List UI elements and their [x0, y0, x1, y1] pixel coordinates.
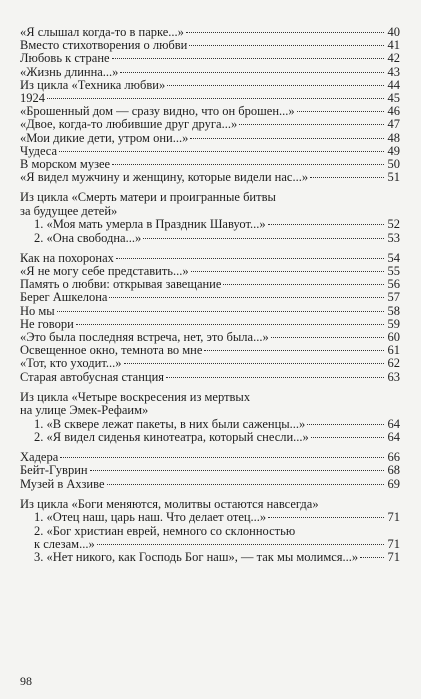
entry-page: 71 [387, 550, 400, 565]
leader-dots [271, 337, 384, 338]
leader-dots [311, 437, 384, 438]
entry-title: «Я слышал когда-то в парке...» [20, 25, 184, 39]
toc-entry [20, 118, 400, 131]
leader-dots [360, 557, 384, 558]
toc-cycle-1 [20, 191, 400, 245]
entry-page: 43 [387, 64, 400, 79]
toc-entry [20, 464, 400, 477]
leader-dots [76, 324, 384, 325]
leader-dots [190, 138, 384, 139]
entry-page: 68 [387, 463, 400, 478]
entry-page: 71 [387, 537, 400, 552]
leader-dots [120, 72, 384, 73]
leader-dots [143, 238, 384, 239]
entry-page: 63 [387, 369, 400, 384]
toc-subentry [20, 232, 400, 245]
entry-title: Музей в Ахзиве [20, 476, 105, 491]
leader-dots [307, 424, 384, 425]
entry-title: 1924 [20, 90, 45, 105]
leader-dots [59, 151, 384, 152]
toc-entry [20, 145, 400, 158]
leader-dots [239, 124, 384, 125]
toc-entry [20, 318, 400, 331]
leader-dots [191, 271, 384, 272]
entry-title: Любовь к стране [20, 51, 110, 66]
entry-title: «Двое, когда-то любившие друг друга...» [20, 117, 238, 132]
leader-dots [107, 484, 385, 485]
page-number: 98 [20, 674, 32, 688]
toc-subentry [20, 551, 400, 564]
entry-page: 46 [387, 104, 400, 119]
toc-subentry [20, 218, 400, 231]
entry-page: 57 [387, 290, 400, 305]
cycle-heading-continued: на улице Эмек-Рефаим» [20, 403, 149, 418]
entry-page: 40 [387, 25, 400, 39]
entry-page: 64 [387, 416, 400, 431]
toc-subentry [20, 431, 400, 444]
leader-dots [167, 85, 384, 86]
entry-page: 64 [387, 430, 400, 445]
entry-title-continued: к слезам...» [34, 537, 95, 552]
entry-title: Чудеса [20, 143, 58, 158]
toc-group-3 [20, 451, 400, 491]
toc-subentry [20, 511, 400, 524]
entry-title: Освещенное окно, темнота во мне [20, 343, 203, 358]
toc-entry [20, 52, 400, 65]
leader-dots [97, 544, 384, 545]
entry-title: Память о любви: открывая завещание [20, 277, 222, 292]
toc-entry [20, 66, 400, 79]
entry-title: Бейт-Гуврин [20, 463, 88, 478]
entry-page: 42 [387, 51, 400, 66]
entry-page: 51 [387, 170, 400, 185]
leader-dots [90, 470, 384, 471]
entry-title: 3. «Нет никого, как Господь Бог наш», — так мы молимся...» [34, 550, 359, 565]
entry-title: «Тот, кто уходит...» [20, 356, 122, 371]
leader-dots [60, 457, 384, 458]
leader-dots [204, 350, 384, 351]
toc-cycle-3 [20, 498, 400, 565]
entry-title: 2. «Она свободна...» [34, 230, 142, 245]
entry-title: Не говори [20, 316, 74, 331]
entry-title: Хадера [20, 450, 59, 465]
entry-page: 69 [387, 476, 400, 491]
entry-page: 48 [387, 130, 400, 145]
entry-title: «Я видел мужчину и женщину, которые видели нас...» [20, 170, 309, 185]
toc-entry [20, 291, 400, 304]
entry-page: 41 [387, 38, 400, 53]
entry-title: 1. «Моя мать умерла в Праздник Шавуот...» [34, 217, 266, 232]
entry-title: 1. «Отец наш, царь наш. Что делает отец...» [34, 510, 267, 525]
toc-entry [20, 305, 400, 318]
entry-title: Берег Ашкелона [20, 290, 108, 305]
leader-dots [186, 32, 384, 33]
entry-title: Старая автобусная станция [20, 369, 165, 384]
leader-dots [57, 311, 384, 312]
entry-title: «Мои дикие дети, утром они...» [20, 130, 189, 145]
entry-title: «Я не могу себе представить...» [20, 264, 189, 278]
entry-page: 61 [387, 343, 400, 358]
entry-page: 50 [387, 156, 400, 171]
entry-title: Но мы [20, 303, 55, 318]
entry-page: 49 [387, 143, 400, 158]
cycle-heading: Из цикла «Смерть матери и проигранные битвы [20, 190, 276, 205]
leader-dots [112, 58, 384, 59]
leader-dots [310, 177, 384, 178]
subentry-title-line: 2. «Бог христиан еврей, немного со склонностью [34, 523, 296, 538]
entry-page: 66 [387, 450, 400, 465]
cycle-heading-continued: за будущее детей» [20, 203, 118, 218]
leader-dots [109, 297, 384, 298]
leader-dots [223, 284, 384, 285]
entry-title: 2. «Я видел сиденья кинотеатра, который снесли...» [34, 430, 309, 445]
leader-dots [47, 98, 384, 99]
entry-title: Как на похоронах [20, 250, 114, 265]
leader-dots [166, 377, 384, 378]
entry-page: 47 [387, 117, 400, 132]
entry-page: 62 [387, 356, 400, 371]
entry-page: 55 [387, 264, 400, 278]
entry-page: 44 [387, 77, 400, 92]
leader-dots [124, 363, 385, 364]
entry-title: В морском музее [20, 156, 111, 171]
toc-entry [20, 79, 400, 92]
entry-page: 45 [387, 90, 400, 105]
leader-dots [268, 517, 384, 518]
entry-title: «Брошенный дом — сразу видно, что он брошен...» [20, 104, 295, 119]
entry-page: 71 [387, 510, 400, 525]
toc-group-1 [20, 26, 400, 184]
table-of-contents [20, 26, 400, 568]
toc-cycle-2 [20, 391, 400, 445]
entry-page: 53 [387, 230, 400, 245]
entry-page: 56 [387, 277, 400, 292]
entry-page: 58 [387, 303, 400, 318]
entry-page: 59 [387, 316, 400, 331]
entry-title: Из цикла «Техника любви» [20, 77, 166, 92]
toc-group-2 [20, 252, 400, 384]
leader-dots [297, 111, 384, 112]
toc-entry [20, 357, 400, 370]
toc-entry [20, 371, 400, 384]
entry-title: 1. «В сквере лежат пакеты, в них были саженцы...» [34, 416, 306, 431]
entry-title: «Это была последняя встреча, нет, это была...» [20, 329, 269, 344]
cycle-heading: Из цикла «Боги меняются, молитвы остаются навсегда» [20, 496, 319, 511]
toc-entry [20, 171, 400, 184]
toc-entry [20, 132, 400, 145]
cycle-heading: Из цикла «Четыре воскресения из мертвых [20, 389, 251, 404]
entry-title: Вместо стихотворения о любви [20, 38, 188, 53]
leader-dots [116, 258, 384, 259]
entry-page: 60 [387, 329, 400, 344]
leader-dots [268, 224, 384, 225]
entry-title: «Жизнь длинна...» [20, 64, 119, 79]
toc-entry [20, 478, 400, 491]
entry-page: 54 [387, 250, 400, 265]
leader-dots [112, 164, 384, 165]
entry-page: 52 [387, 217, 400, 232]
leader-dots [189, 45, 384, 46]
